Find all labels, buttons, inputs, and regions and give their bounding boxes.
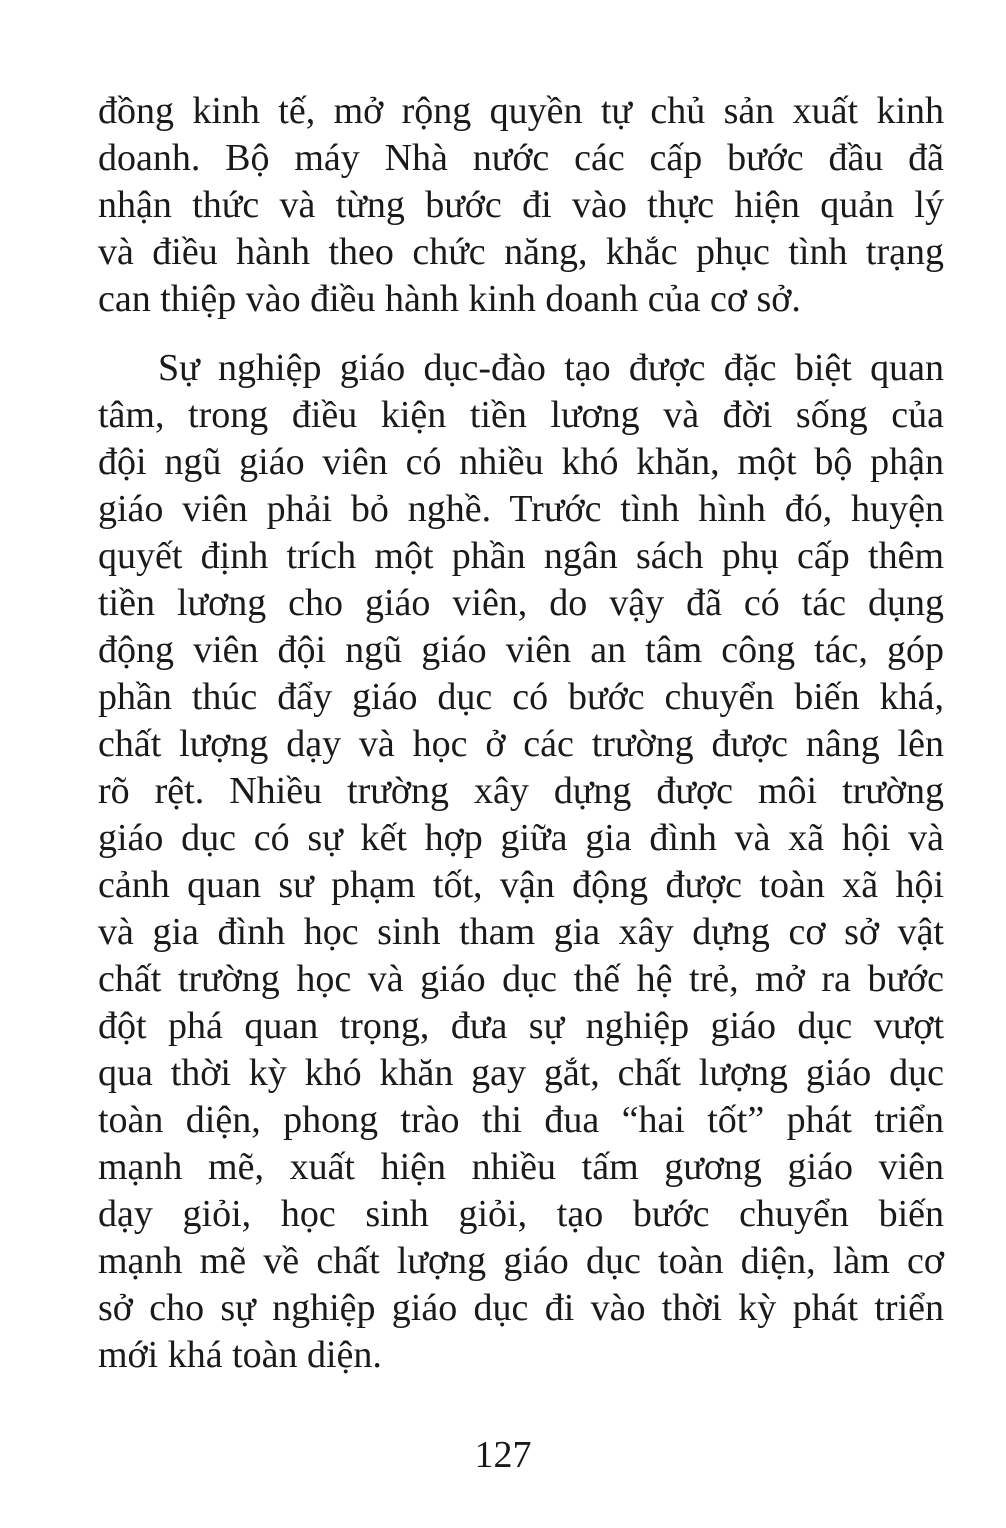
text-line: mới khá toàn diện.: [98, 1334, 382, 1376]
text-line: chất trường học và giáo dục thế hệ trẻ, mở ra bước: [98, 958, 944, 1000]
text-line: đồng kinh tế, mở rộng quyền tự chủ sản xuất kinh: [98, 90, 944, 132]
text-line: qua thời kỳ khó khăn gay gắt, chất lượng giáo dục: [98, 1052, 944, 1094]
text-line: sở cho sự nghiệp giáo dục đi vào thời kỳ phát triển: [98, 1287, 944, 1329]
text-line: doanh. Bộ máy Nhà nước các cấp bước đầu đã: [98, 137, 944, 179]
text-line: can thiệp vào điều hành kinh doanh của cơ sở.: [98, 278, 801, 320]
text-line: Sự nghiệp giáo dục-đào tạo được đặc biệt quan: [158, 347, 944, 389]
page-number: 127: [474, 1434, 532, 1476]
text-line: toàn diện, phong trào thi đua “hai tốt” phát triển: [98, 1099, 944, 1141]
text-line: cảnh quan sư phạm tốt, vận động được toàn xã hội: [98, 864, 944, 906]
text-line: đội ngũ giáo viên có nhiều khó khăn, một bộ phận: [98, 441, 944, 483]
paragraph-1: [98, 88, 944, 323]
text-line: và gia đình học sinh tham gia xây dựng cơ sở vật: [98, 911, 944, 953]
paragraph-2: [98, 345, 944, 1379]
text-line: giáo viên phải bỏ nghề. Trước tình hình đó, huyện: [98, 488, 944, 530]
text-line: tâm, trong điều kiện tiền lương và đời sống của: [98, 394, 944, 436]
text-line: chất lượng dạy và học ở các trường được nâng lên: [98, 723, 944, 765]
text-line: đột phá quan trọng, đưa sự nghiệp giáo dục vượt: [98, 1005, 944, 1047]
text-line: nhận thức và từng bước đi vào thực hiện quản lý: [98, 184, 944, 226]
text-line: dạy giỏi, học sinh giỏi, tạo bước chuyển biến: [98, 1193, 944, 1235]
text-line: mạnh mẽ về chất lượng giáo dục toàn diện, làm cơ: [98, 1240, 944, 1282]
text-line: và điều hành theo chức năng, khắc phục tình trạng: [98, 231, 944, 273]
text-line: giáo dục có sự kết hợp giữa gia đình và xã hội và: [98, 817, 944, 859]
text-line: mạnh mẽ, xuất hiện nhiều tấm gương giáo viên: [98, 1146, 944, 1188]
text-line: quyết định trích một phần ngân sách phụ cấp thêm: [98, 535, 944, 577]
text-line: động viên đội ngũ giáo viên an tâm công tác, góp: [98, 629, 944, 671]
text-line: phần thúc đẩy giáo dục có bước chuyển biến khá,: [98, 676, 944, 718]
text-line: rõ rệt. Nhiều trường xây dựng được môi trường: [98, 770, 944, 812]
text-line: tiền lương cho giáo viên, do vậy đã có tác dụng: [98, 582, 944, 624]
